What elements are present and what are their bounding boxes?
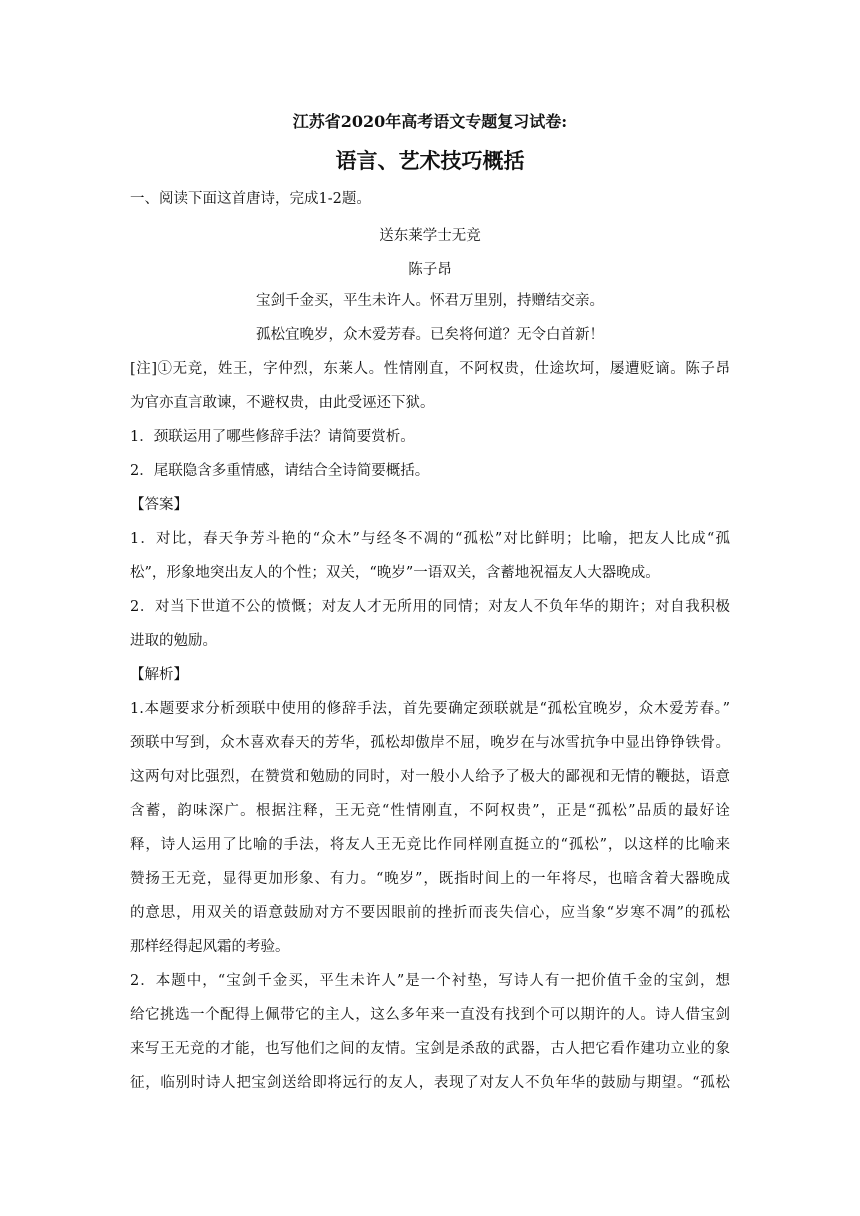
analysis-line: 这两句对比强烈，在赞赏和勉励的同时，对一般小人给予了极大的鄙视和无情的鞭挞，语意	[130, 769, 730, 785]
poem-line-1: 宝剑千金买，平生未许人。怀君万里别，持赠结交亲。	[256, 293, 604, 309]
question-2: 2．尾联隐含多重情感，请结合全诗简要概括。	[130, 463, 430, 479]
answer-heading: 【答案】	[130, 497, 188, 513]
note-line: 为官亦直言敢谏，不避权贵，由此受诬还下狱。	[130, 395, 435, 411]
analysis-line: 征，临别时诗人把宝剑送给即将远行的友人，表现了对友人不负年华的鼓励与期望。“孤松	[130, 1075, 730, 1091]
question-1: 1．颈联运用了哪些修辞手法？请简要赏析。	[130, 429, 415, 445]
document-title: 江苏省2020年高考语文专题复习试卷:	[292, 112, 568, 131]
analysis-line: 赞扬王无竞，显得更加形象、有力。“晚岁”，既指时间上的一年将尽，也暗含着大器晚成	[130, 871, 730, 887]
analysis-line: 那样经得起风霜的考验。	[130, 939, 290, 955]
analysis-line: 的意思，用双关的语意鼓励对方不要因眼前的挫折而丧失信心，应当象“岁寒不凋”的孤松	[130, 905, 730, 921]
document-subtitle: 语言、艺术技巧概括	[335, 148, 525, 173]
poem-line-2: 孤松宜晚岁，众木爱芳春。已矣将何道？无令白首新！	[256, 327, 604, 343]
answer-line: 2．对当下世道不公的愤慨；对友人才无所用的同情；对友人不负年华的期许；对自我积极	[130, 599, 730, 615]
analysis-line: 释，诗人运用了比喻的手法，将友人王无竞比作同样刚直挺立的“孤松”，以这样的比喻来	[130, 837, 730, 853]
analysis-line: 2．本题中，“宝剑千金买，平生未许人”是一个衬垫，写诗人有一把价值千金的宝剑，想	[130, 973, 730, 989]
analysis-line: 给它挑选一个配得上佩带它的主人，这么多年来一直没有找到个可以期许的人。诗人借宝剑	[130, 1007, 730, 1023]
analysis-heading: 【解析】	[130, 667, 188, 683]
answer-line: 进取的勉励。	[130, 633, 217, 649]
analysis-line: 来写王无竞的才能，也写他们之间的友情。宝剑是杀敌的武器，古人把它看作建功立业的象	[130, 1041, 730, 1057]
answer-line: 1．对比，春天争芳斗艳的“众木”与经冬不凋的“孤松”对比鲜明；比喻，把友人比成“孤	[130, 531, 730, 547]
poem-author: 陈子昂	[408, 262, 452, 278]
poem-title: 送东莱学士无竞	[379, 228, 481, 244]
answer-line: 松”，形象地突出友人的个性；双关，“晚岁”一语双关，含蓄地祝福友人大器晚成。	[130, 565, 660, 581]
analysis-line: 1.本题要求分析颈联中使用的修辞手法，首先要确定颈联就是“孤松宜晚岁，众木爱芳春。”	[130, 701, 730, 717]
note-line: [注]①无竞，姓王，字仲烈，东莱人。性情刚直，不阿权贵，仕途坎坷，屡遭贬谪。陈子昂	[130, 361, 730, 377]
section-instruction: 一、阅读下面这首唐诗，完成1-2题。	[130, 191, 371, 207]
analysis-line: 含蓄，韵味深广。根据注释，王无竞“性情刚直，不阿权贵”，正是“孤松”品质的最好诠	[130, 803, 730, 819]
analysis-line: 颈联中写到，众木喜欢春天的芳华，孤松却傲岸不屈，晚岁在与冰雪抗争中显出铮铮铁骨。	[130, 735, 730, 751]
